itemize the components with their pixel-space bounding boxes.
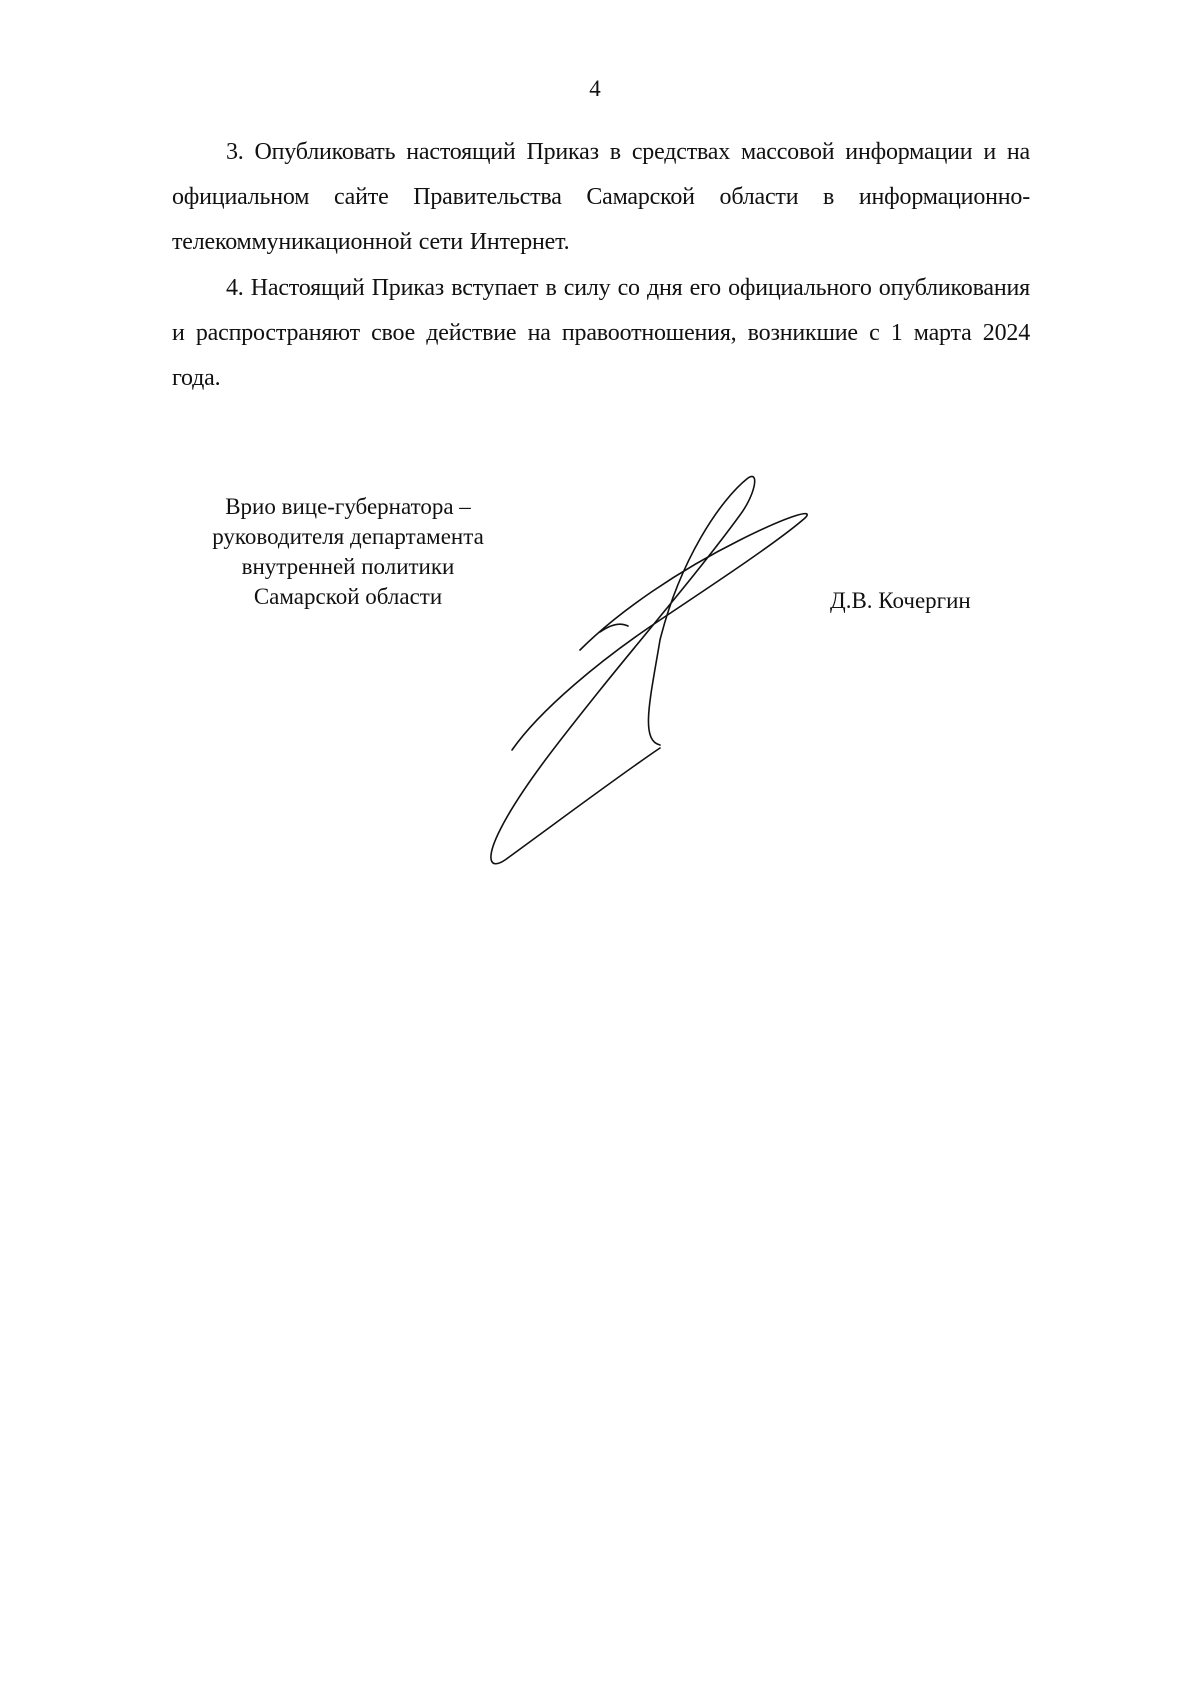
title-line: внутренней политики (241, 554, 455, 579)
paragraph-text: 4. Настоящий Приказ вступает в силу со дня его официального опубликования и распространяют свое действие на правоотношения, возникшие с 1 марта 2024 года. (172, 275, 1030, 391)
title-line: Врио вице-губернатора – (225, 494, 471, 519)
title-line: Самарской области (253, 584, 443, 609)
page-number: 4 (589, 76, 601, 101)
signatory-name: Д.В. Кочергин (830, 588, 971, 613)
title-line: руководителя департамента (212, 524, 484, 549)
paragraph-text: 3. Опубликовать настоящий Приказ в средствах массовой информации и на официальном сайте Правительства Самарской области в информационно-телекоммуникационной сети Интернет. (172, 139, 1030, 255)
